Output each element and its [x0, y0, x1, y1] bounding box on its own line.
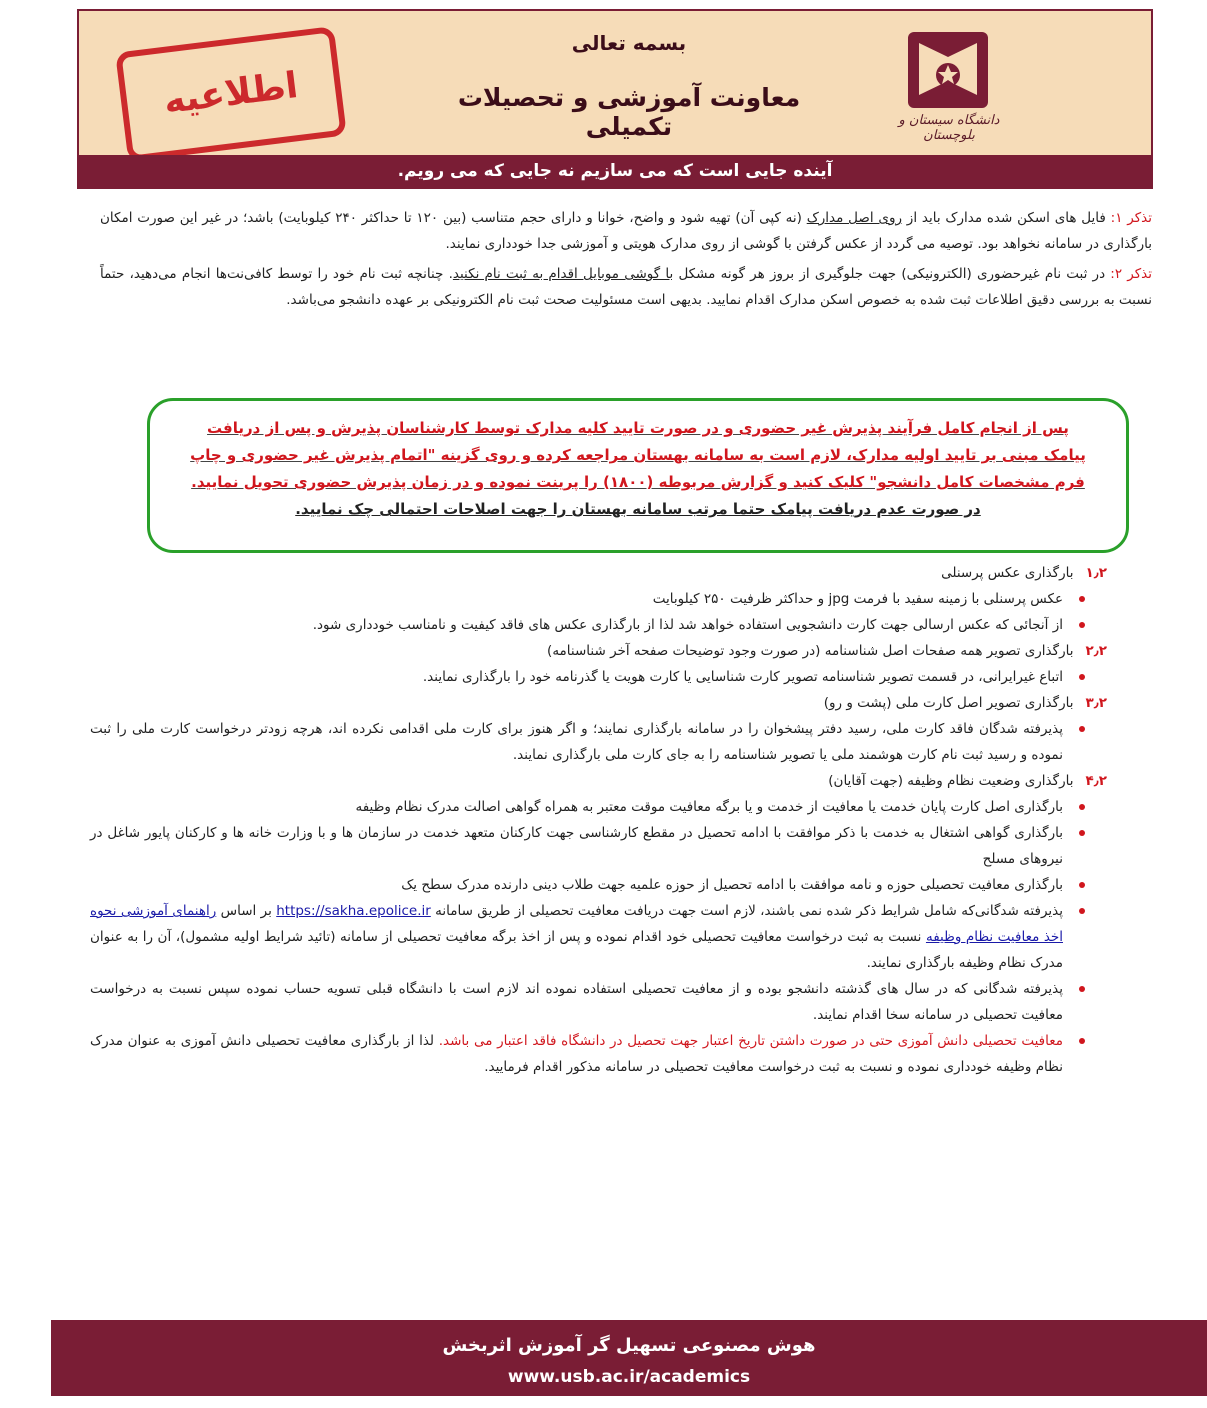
section-title: بارگذاری تصویر اصل کارت ملی (پشت و رو) [823, 695, 1074, 711]
note-2 [100, 261, 1152, 313]
item-text: لذا از بارگذاری معافیت تحصیلی دانش آموزی به عنوان مدرک نظام وظیفه خودداری نموده و نسبت به ثبت درخواست معافیت تحصیلی در سامانه مذکور اقدام فرمایید. [90, 1033, 1063, 1075]
footer-title: هوش مصنوعی تسهیل گر آموزش اثربخش [442, 1335, 816, 1356]
section-number: ۲٫۲ [1085, 643, 1107, 659]
section-heading [90, 638, 1107, 664]
list-item: اتباع غیرایرانی، در قسمت تصویر شناسنامه تصویر کارت شناسایی یا کارت هویت یا گذرنامه خود را بارگذاری نمایند. [90, 664, 1063, 690]
list-item-final [90, 1028, 1063, 1080]
section-number: ۴٫۲ [1085, 773, 1107, 789]
note-underlined: روی اصل مدارک [806, 210, 903, 226]
notice-line: در صورت عدم دریافت پیامک حتما مرتب سامانه بهستان را جهت اصلاحات احتمالی چک نمایید. [295, 500, 981, 518]
section-heading [90, 690, 1107, 716]
bismillah-title: بسمه تعالی [571, 31, 687, 55]
note-text: . چنانچه ثبت نام خود را توسط کافی‌نت‌ها انجام می‌دهید، حتماً نسبت به بررسی دقیق اطلاعات ثبت شده به خصوص اسکن مدارک اقدام نمایید. بدیهی است مسئولیت صحت ثبت نام الکترونیکی بر عهده دانشجو می‌باشد. [100, 266, 1152, 308]
slogan: آینده جایی است که می سازیم نه جایی که می رویم. [397, 161, 833, 181]
section-list [90, 664, 1107, 690]
guide-link[interactable]: راهنمای آموزشی نحوه اخذ معافیت نظام وظیفه [90, 903, 1063, 945]
section-title: بارگذاری وضعیت نظام وظیفه (جهت آقایان) [828, 773, 1074, 789]
list-item: از آنجائی که عکس ارسالی جهت کارت دانشجویی استفاده خواهد شد لذا از بارگذاری عکس های فاقد کیفیت و نامناسب خودداری شود. [90, 612, 1063, 638]
footer-url[interactable]: www.usb.ac.ir/academics [507, 1367, 751, 1387]
section-number: ۳٫۲ [1085, 695, 1107, 711]
warning-text: معافیت تحصیلی دانش آموزی حتی در صورت داشتن تاریخ اعتبار جهت تحصیل در دانشگاه فاقد اعتبار می باشد. [438, 1033, 1063, 1049]
section-list [90, 716, 1107, 768]
list-item: پذیرفته شدگانی که در سال های گذشته دانشجو بوده و از معافیت تحصیلی استفاده نموده اند لازم است با دانشگاه قبلی تسویه حساب نموده سپس نسبت به درخواست معافیت تحصیلی در سامانه سخا اقدام نمایند. [90, 976, 1063, 1028]
list-item: بارگذاری گواهی اشتغال به خدمت با ذکر موافقت با ادامه تحصیل در مقطع کارشناسی جهت کارکنان متعهد خدمت در سازمان ها و با وزارت خانه ها و کارکنان پایور شاغل در نیروهای مسلح [90, 820, 1063, 872]
notes-section [100, 205, 1152, 317]
note-label: تذکر ۱: [1110, 210, 1152, 226]
item-text: بر اساس [216, 903, 277, 919]
section-heading [90, 560, 1107, 586]
note-text: در ثبت نام غیرحضوری (الکترونیکی) جهت جلوگیری از بروز هر گونه مشکل [673, 266, 1111, 282]
notice-line: فرم مشخصات کامل دانشجو" کلیک کنید و گزارش مربوطه (۱۸۰۰) را پرینت نموده و در زمان پذیرش حضوری تحویل نمایید. [191, 473, 1085, 491]
note-text: (نه کپی آن) تهیه شود و واضح، خوانا و دارای حجم متناسب (بین ۱۲۰ تا حداکثر ۲۴۰ کیلوبایت) باشد؛ در غیر این صورت امکان بارگذاری در سامانه نخواهد بود. توصیه می گردد از عکس گرفتن با گوشی از روی مدارک هویتی و آموزشی جدا خودداری نمایند. [100, 210, 1152, 252]
section-list [90, 794, 1107, 1080]
section-list [90, 586, 1107, 638]
list-item-sakha [90, 898, 1063, 976]
list-item: بارگذاری معافیت تحصیلی حوزه و نامه موافقت با ادامه تحصیل از حوزه علمیه جهت طلاب دینی دارنده مدرک سطح یک [90, 872, 1063, 898]
section-title: بارگذاری تصویر همه صفحات اصل شناسنامه (در صورت وجود توضیحات صفحه آخر شناسنامه) [547, 643, 1074, 659]
notice-stamp: اطلاعیه [115, 26, 347, 162]
list-item: پذیرفته شدگان فاقد کارت ملی، رسید دفتر پیشخوان را در سامانه بارگذاری نمایند؛ و اگر هنوز برای کارت ملی اقدامی نکرده اند، هرچه زودتر درخواست کارت ملی را ثبت نموده و رسید ثبت نام کارت هوشمند ملی یا تصویر شناسنامه را به جای کارت ملی بارگذاری نمایند. [90, 716, 1063, 768]
note-1 [100, 205, 1152, 257]
section-heading [90, 768, 1107, 794]
notice-line: پیامک مبنی بر تایید اولیه مدارک، لازم است به سامانه بهستان مراجعه کرده و روی گزینه "اتمام پذیرش غیر حضوری و چاپ [190, 446, 1086, 464]
header-banner [77, 9, 1153, 189]
item-text: نسبت به ثبت درخواست معافیت تحصیلی خود اقدام نموده و پس از اخذ برگه معافیت تحصیلی از سامانه (تائید شرایط اولیه مشمول)، آن را به عنوان مدرک نظام وظیفه بارگذاری نمایند. [90, 929, 1063, 971]
university-name: دانشگاه سیستان و بلوچستان [898, 113, 1000, 143]
section-number: ۱٫۲ [1085, 565, 1107, 581]
notice-line: پس از انجام کامل فرآیند پذیرش غیر حضوری و در صورت تایید کلیه مدارک توسط کارشناسان پذیرش و پس از دریافت [207, 419, 1069, 437]
upload-sections [90, 560, 1107, 1080]
note-label: تذکر ۲: [1110, 266, 1153, 282]
sakha-link[interactable]: https://sakha.epolice.ir [276, 903, 431, 919]
university-logo-icon [905, 29, 991, 111]
section-title: بارگذاری عکس پرسنلی [941, 565, 1074, 581]
note-text: فایل های اسکن شده مدارک باید از [902, 210, 1111, 226]
notice-box [147, 398, 1129, 553]
list-item: بارگذاری اصل کارت پایان خدمت یا معافیت از خدمت و یا برگه معافیت موقت معتبر به همراه گواهی اصالت مدرک نظام وظیفه [90, 794, 1063, 820]
note-underlined: با گوشی موبایل اقدام به ثبت نام نکنید [452, 266, 674, 282]
vice-presidency-title: معاونت آموزشی و تحصیلات تکمیلی [457, 83, 801, 141]
footer-banner [51, 1320, 1207, 1396]
list-item: عکس پرسنلی با زمینه سفید با فرمت jpg و حداکثر ظرفیت ۲۵۰ کیلوبایت [90, 586, 1063, 612]
item-text: پذیرفته شدگانی‌که شامل شرایط ذکر شده نمی باشند، لازم است جهت دریافت معافیت تحصیلی از طریق سامانه [430, 903, 1063, 919]
